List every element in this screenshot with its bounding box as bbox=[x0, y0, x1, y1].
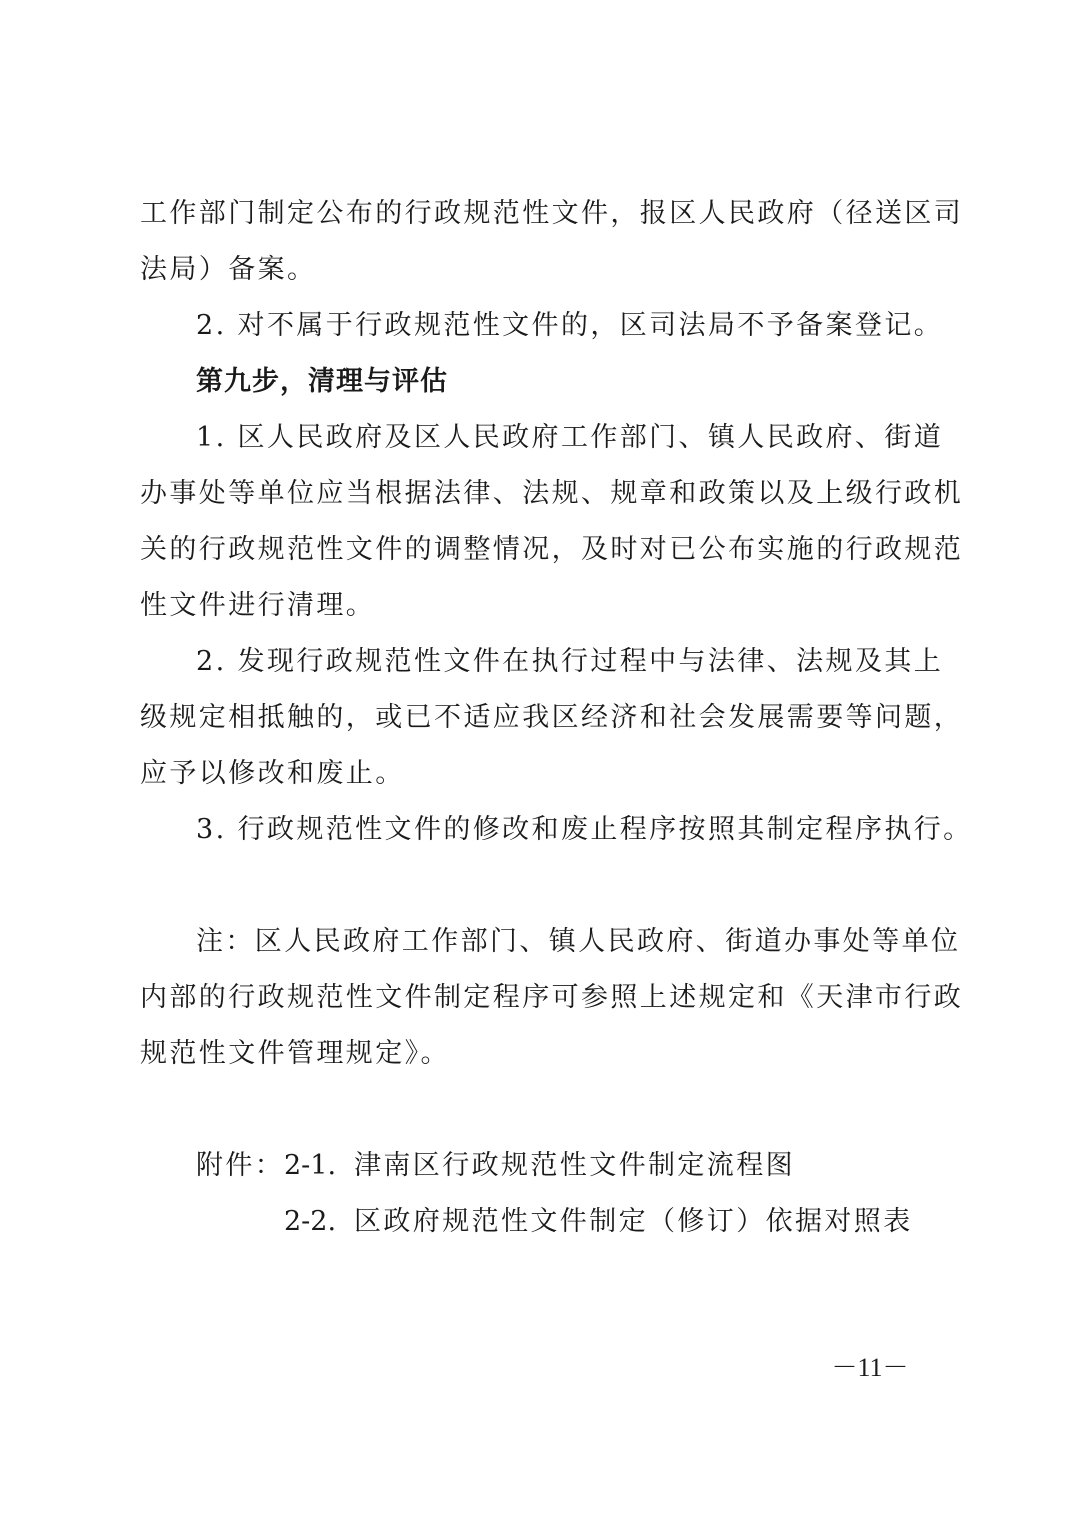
paragraph-line: 工作部门制定公布的行政规范性文件，报区人民政府（径送区司 bbox=[140, 198, 964, 229]
paragraph-line: 2. 对不属于行政规范性文件的，区司法局不予备案登记。 bbox=[196, 310, 944, 341]
paragraph-line: 办事处等单位应当根据法律、法规、规章和政策以及上级行政机 bbox=[140, 478, 964, 509]
paragraph-line: 性文件进行清理。 bbox=[140, 590, 376, 621]
paragraph-line: 应予以修改和废止。 bbox=[140, 758, 405, 789]
attachment-title: 区政府规范性文件制定（修订）依据对照表 bbox=[354, 1206, 913, 1237]
note-line: 内部的行政规范性文件制定程序可参照上述规定和《天津市行政 bbox=[140, 982, 964, 1013]
note-line: 规范性文件管理规定》。 bbox=[140, 1038, 450, 1069]
paragraph-line: 级规定相抵触的，或已不适应我区经济和社会发展需要等问题， bbox=[140, 702, 964, 733]
attachment-label: 附件： bbox=[196, 1150, 285, 1181]
paragraph-line: 2. 发现行政规范性文件在执行过程中与法律、法规及其上 bbox=[196, 646, 944, 677]
attachment-title: 津南区行政规范性文件制定流程图 bbox=[354, 1150, 795, 1181]
spacer bbox=[140, 858, 940, 914]
note-line: 注：区人民政府工作部门、镇人民政府、街道办事处等单位 bbox=[196, 926, 961, 957]
paragraph-line: 法局）备案。 bbox=[140, 254, 317, 285]
section-heading: 第九步，清理与评估 bbox=[196, 366, 448, 397]
document-body bbox=[140, 186, 973, 1250]
paragraph-line: 3. 行政规范性文件的修改和废止程序按照其制定程序执行。 bbox=[196, 814, 973, 845]
page-number: －11－ bbox=[831, 1353, 909, 1382]
attachment-number: 2-2. bbox=[284, 1206, 337, 1237]
attachment-row bbox=[140, 1138, 940, 1194]
paragraph-line: 关的行政规范性文件的调整情况，及时对已公布实施的行政规范 bbox=[140, 534, 964, 565]
attachment-number: 2-1. bbox=[284, 1150, 337, 1181]
paragraph-line: 1. 区人民政府及区人民政府工作部门、镇人民政府、街道 bbox=[196, 422, 944, 453]
attachment-row bbox=[140, 1194, 940, 1250]
spacer bbox=[140, 1082, 940, 1138]
